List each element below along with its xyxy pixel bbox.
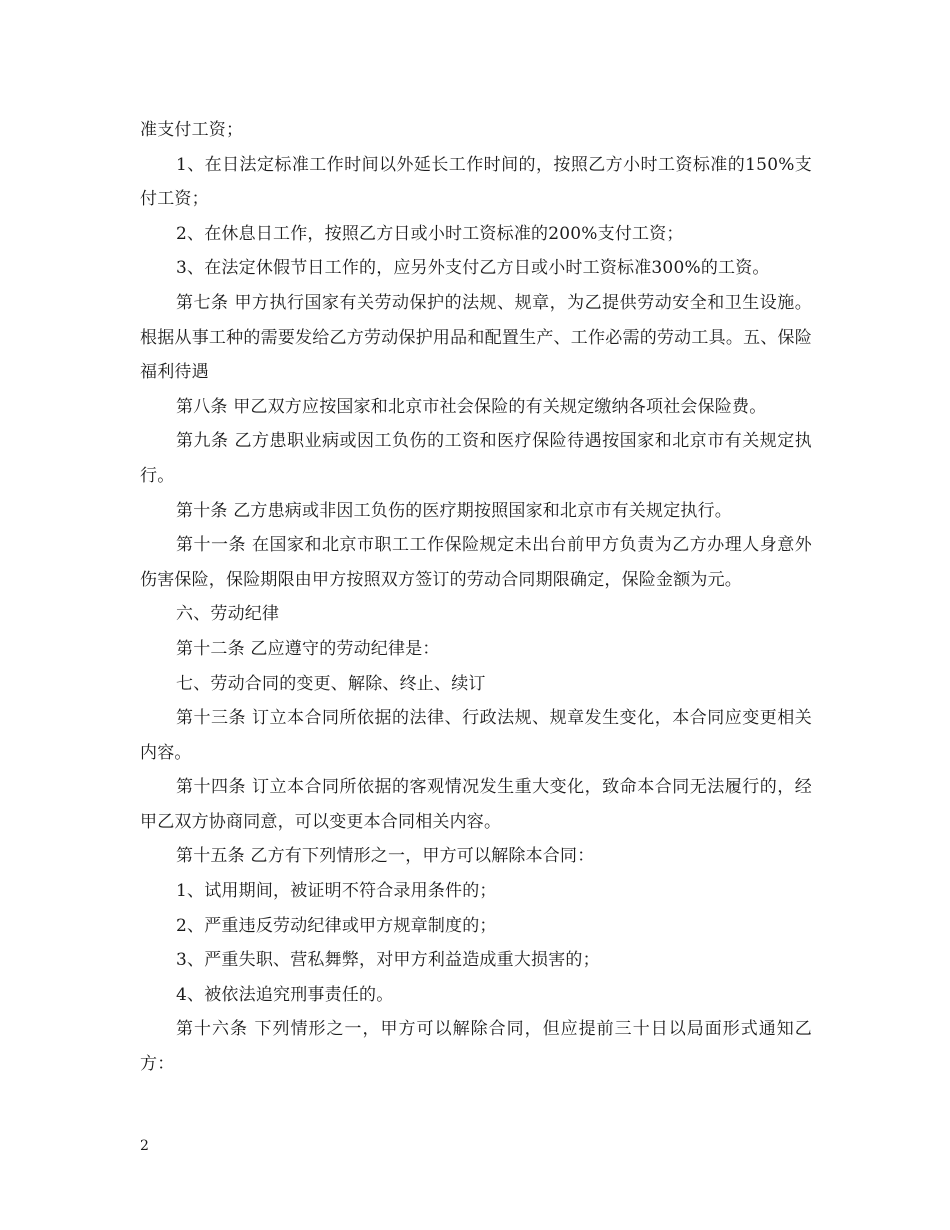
paragraph: 准支付工资；	[140, 120, 244, 140]
list-item: 3、严重失职、营私舞弊，对甲方利益造成重大损害的；	[176, 950, 600, 971]
paragraph: 第八条 甲乙双方应按国家和北京市社会保险的有关规定缴纳各项社会保险费。	[176, 396, 767, 417]
paragraph: 第十一条 在国家和北京市职工工作保险规定未出台前甲方负责为乙方办理人身意外伤害保险，保险期限由甲方按照双方签订的劳动合同期限确定，保险金额为元。	[140, 535, 812, 590]
paragraph: 第十五条 乙方有下列情形之一，甲方可以解除本合同：	[176, 846, 595, 867]
section-heading: 六、劳动纪律	[176, 604, 280, 625]
paragraph: 第九条 乙方患职业病或因工负伤的工资和医疗保险待遇按国家和北京市有关规定执行。	[140, 431, 812, 486]
paragraph: 第七条 甲方执行国家有关劳动保护的法规、规章，为乙提供劳动安全和卫生设施。根据从事工种的需要发给乙方劳动保护用品和配置生产、工作必需的劳动工具。五、保险福利待遇	[140, 292, 812, 383]
paragraph: 3、在法定休假节日工作的，应另外支付乙方日或小时工资标准300%的工资。	[176, 258, 770, 279]
paragraph: 第十六条 下列情形之一，甲方可以解除合同，但应提前三十日以局面形式通知乙方：	[140, 1019, 812, 1075]
paragraph: 2、在休息日工作，按照乙方日或小时工资标准的200%支付工资；	[176, 223, 684, 244]
paragraph: 1、在日法定标准工作时间以外延长工作时间的，按照乙方小时工资标准的150%支付工资；	[140, 154, 812, 210]
page-number: 2	[140, 1138, 149, 1154]
list-item: 4、被依法追究刑事责任的。	[176, 984, 394, 1005]
document-body	[140, 113, 812, 1082]
paragraph: 第十条 乙方患病或非因工负伤的医疗期按照国家和北京市有关规定执行。	[176, 500, 733, 521]
paragraph: 第十三条 订立本合同所依据的法律、行政法规、规章发生变化，本合同应变更相关内容。	[140, 708, 812, 763]
section-heading: 七、劳动合同的变更、解除、终止、续订	[176, 673, 486, 694]
paragraph: 第十四条 订立本合同所依据的客观情况发生重大变化，致命本合同无法履行的，经甲乙双方协商同意，可以变更本合同相关内容。	[140, 777, 812, 832]
list-item: 2、严重违反劳动纪律或甲方规章制度的；	[176, 915, 497, 936]
list-item: 1、试用期间，被证明不符合录用条件的；	[176, 881, 497, 902]
paragraph: 第十二条 乙应遵守的劳动纪律是：	[176, 638, 440, 659]
